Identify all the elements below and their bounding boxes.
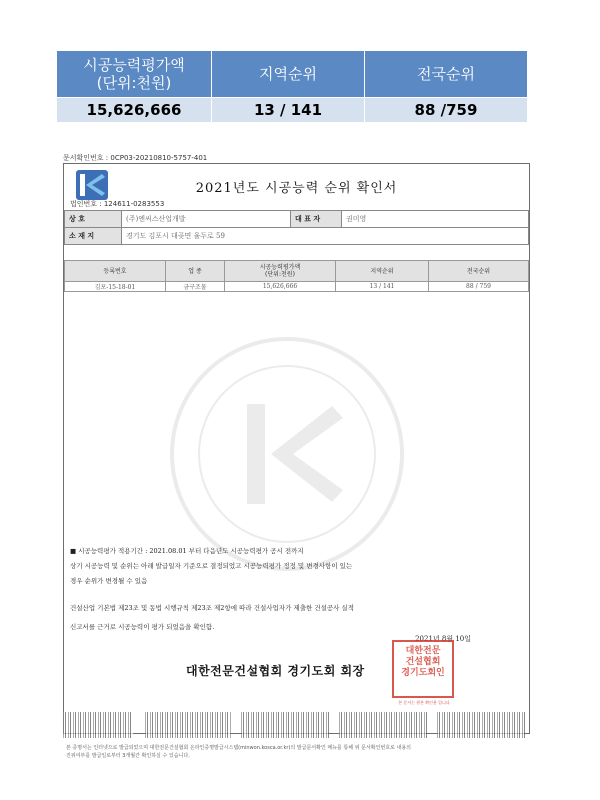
barcode-icon <box>437 712 525 738</box>
certificate-title: 2021년도 시공능력 순위 확인서 <box>195 181 398 196</box>
stamp-caption: 본 문서는 원본 확인용 입니다 <box>398 700 450 705</box>
issue-date: 2021년 8월 10일 <box>415 635 471 643</box>
header-national-rank: 전국순위 <box>365 51 528 98</box>
barcode-icon <box>145 712 231 738</box>
col-value: 시공능력평가액 (단위:천원) <box>225 261 336 282</box>
verification-footer: 본 증명서는 인터넷으로 발급되었으며 대한전문건설협회 온라인증명발급시스템(minwon.kosca.or.kr)의 발급문서확인 메뉴를 통해 위 문서확인번호로 내용의 진위여부를 발급일로부터 3개월간 확인하실 수 있습니다. <box>66 745 412 759</box>
barcode-strip <box>63 712 530 742</box>
col-registration: 등록번호 <box>65 261 166 282</box>
registration-number: 김포-15-18-01 <box>65 282 166 292</box>
header-construction-value: 시공능력평가액 (단위:천원) <box>57 51 212 98</box>
validity-note: ■ 시공능력평가 적용기간 : 2021.08.01 부터 다음년도 시공능력평가 공시 전까지 상기 시공능력 및 순위는 아래 발급일자 기준으로 결정되었고 시공능력평가 정정 및 변경사항이 있는 경우 순위가 변경될 수 있음 <box>70 547 353 585</box>
industry: 금구조물 <box>166 282 225 292</box>
address-label: 소 재 지 <box>65 228 122 245</box>
regional-rank: 13 / 141 <box>212 98 365 123</box>
company-info-table <box>64 210 529 245</box>
ceo-name: 권미영 <box>342 211 529 228</box>
corporate-number: 법인번호 : 124611-0283553 <box>70 200 165 208</box>
row-value: 15,626,666 <box>225 282 336 292</box>
rank-table <box>64 260 529 292</box>
barcode-icon <box>339 712 427 738</box>
row-national-rank: 88 / 759 <box>429 282 529 292</box>
barcode-icon <box>241 712 329 738</box>
header-regional-rank: 지역순위 <box>212 51 365 98</box>
issuer-name: 대한전문건설협회 경기도회 회장 <box>186 664 365 678</box>
national-rank: 88 /759 <box>365 98 528 123</box>
col-regional-rank: 지역순위 <box>336 261 429 282</box>
summary-table <box>56 50 528 123</box>
company-name: (주)엔씨스산업개발 <box>122 211 291 228</box>
ceo-label: 대 표 자 <box>291 211 342 228</box>
watermark-seal-icon <box>167 334 407 574</box>
official-stamp: 대한전문 건설협회 경기도회인 <box>392 640 454 698</box>
construction-value: 15,626,666 <box>57 98 212 123</box>
address: 경기도 김포시 대곶면 율두로 59 <box>122 228 529 245</box>
company-label: 상 호 <box>65 211 122 228</box>
row-regional-rank: 13 / 141 <box>336 282 429 292</box>
col-national-rank: 전국순위 <box>429 261 529 282</box>
col-industry: 업 종 <box>166 261 225 282</box>
document-number: 문서확인번호 : 0CP03-20210810-5757-401 <box>63 154 208 162</box>
barcode-icon <box>63 712 133 738</box>
table-row <box>65 282 529 292</box>
legal-statement: 건설산업 기본법 제23조 및 동법 시행규칙 제23조 제2항에 따라 건설사업자가 제출한 건설공사 실적 신고서를 근거로 시공능력이 평가 되었음을 확인함. <box>70 604 355 631</box>
certificate <box>63 163 530 734</box>
